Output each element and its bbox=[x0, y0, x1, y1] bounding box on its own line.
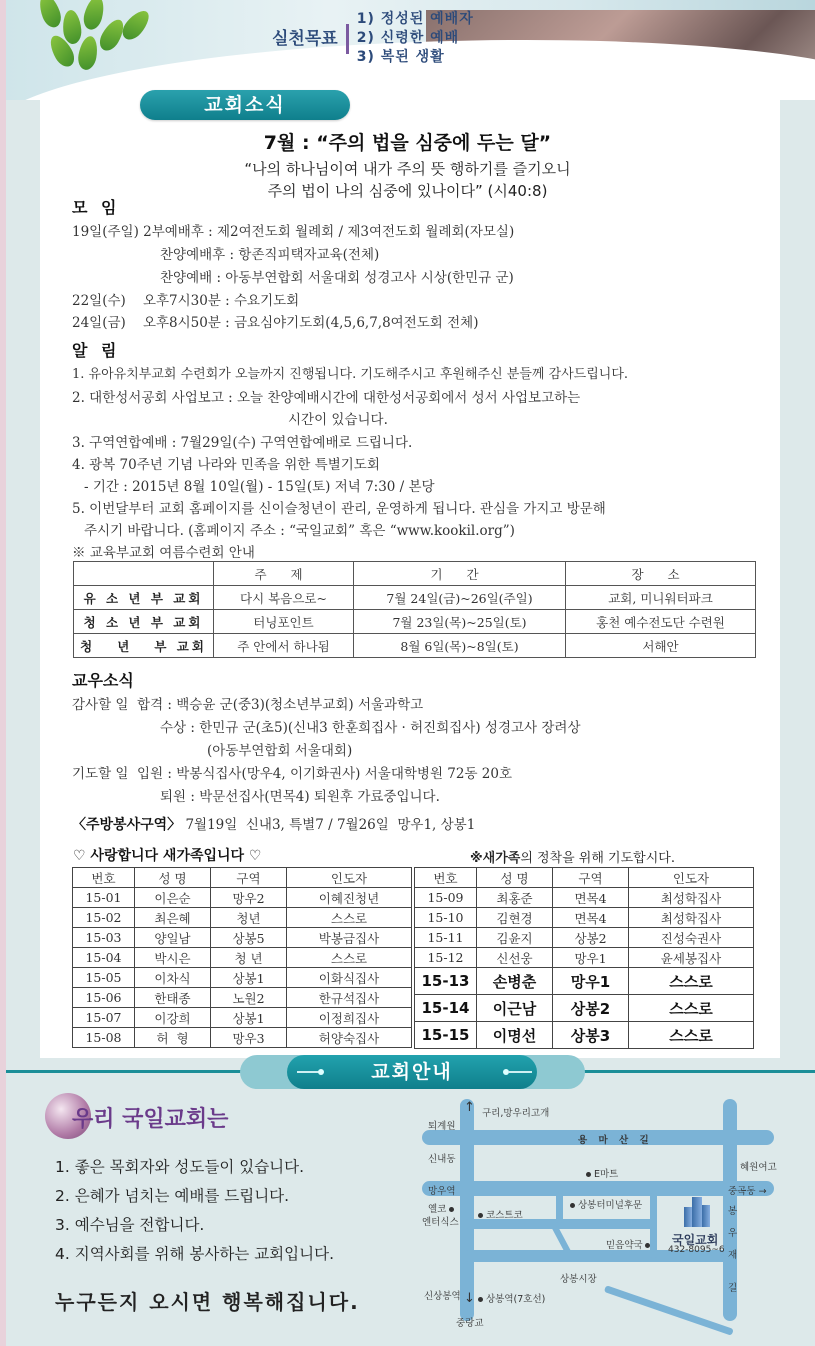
theme-cell: 다시 복음으로~ bbox=[214, 586, 354, 610]
new-family-table-left bbox=[72, 867, 412, 1048]
cell: 최은혜 bbox=[135, 908, 211, 928]
cell: 윤세봉집사 bbox=[629, 948, 754, 968]
members-line: (아동부연합회 서울대회) bbox=[207, 743, 353, 759]
cell: 이명선 bbox=[477, 1022, 553, 1049]
notice-line: 시간이 있습니다. bbox=[288, 412, 388, 428]
map-label-sangbong-station bbox=[478, 1291, 545, 1305]
cell: 박시은 bbox=[135, 948, 211, 968]
header-cell: 번호 bbox=[73, 868, 135, 888]
members-heading: 교우소식 bbox=[72, 671, 134, 690]
header-cell: 기 간 bbox=[354, 562, 566, 586]
new-family-note-text: 의 정착을 위해 기도합시다. bbox=[520, 851, 675, 866]
goal-item: 1) 정성된 예배자 bbox=[356, 11, 474, 27]
cell: 상봉2 bbox=[553, 928, 629, 948]
cell: 15-15 bbox=[415, 1022, 477, 1049]
cell: 이화식집사 bbox=[287, 968, 412, 988]
verse-line-2: 주의 법이 나의 심중에 있나이다” (시40:8) bbox=[267, 182, 548, 200]
arrow-up-icon: ↑ bbox=[464, 1100, 475, 1115]
table-row bbox=[73, 1008, 412, 1028]
cell: 상봉5 bbox=[211, 928, 287, 948]
table-row bbox=[73, 1028, 412, 1048]
map-label-yellco bbox=[428, 1201, 457, 1215]
map-label: 우 bbox=[728, 1228, 738, 1239]
new-family-note bbox=[470, 847, 675, 866]
location-dot-icon bbox=[570, 1203, 575, 1208]
intro-title: 우리 국일교회는 bbox=[72, 1107, 229, 1132]
map-label: 신상봉역 bbox=[424, 1291, 461, 1302]
cell: 박봉금집사 bbox=[287, 928, 412, 948]
cell: 최성학집사 bbox=[629, 908, 754, 928]
dept-cell: 유 소 년 부 교회 bbox=[74, 586, 214, 610]
cell: 스스로 bbox=[287, 908, 412, 928]
map-label: 믿음약국 bbox=[606, 1240, 643, 1251]
cell: 15-12 bbox=[415, 948, 477, 968]
new-family-table-right bbox=[414, 867, 754, 1049]
cell: 청 년 bbox=[211, 948, 287, 968]
new-family-note-bold: ※새가족 bbox=[470, 851, 521, 866]
goal-item: 2) 신령한 예배 bbox=[356, 30, 460, 46]
cell: 15-03 bbox=[73, 928, 135, 948]
intro-item: 2. 은혜가 넘치는 예배를 드립니다. bbox=[55, 1187, 290, 1205]
cell: 허 형 bbox=[135, 1028, 211, 1048]
cell: 이차식 bbox=[135, 968, 211, 988]
members-line: 감사할 일 합격 : 백승윤 군(중3)(청소년부교회) 서울과학고 bbox=[72, 697, 424, 713]
map-label-costco bbox=[478, 1207, 523, 1221]
cell: 최홍준 bbox=[477, 888, 553, 908]
table-header-row bbox=[73, 868, 412, 888]
map-label: 퇴계원 bbox=[428, 1121, 456, 1132]
location-map bbox=[410, 1085, 790, 1340]
meetings-heading: 모 임 bbox=[72, 198, 121, 217]
cell: 15-04 bbox=[73, 948, 135, 968]
cell: 진성숙권사 bbox=[629, 928, 754, 948]
table-row bbox=[415, 1022, 754, 1049]
meeting-line: 24일(금) 오후8시50분 : 금요심야기도회(4,5,6,7,8여전도회 전체) bbox=[72, 315, 479, 331]
table-row bbox=[73, 908, 412, 928]
cell: 15-11 bbox=[415, 928, 477, 948]
intro-item: 1. 좋은 목회자와 성도들이 있습니다. bbox=[55, 1158, 305, 1176]
cell: 김윤지 bbox=[477, 928, 553, 948]
map-label: 코스트코 bbox=[486, 1210, 523, 1221]
notice-line: 2. 대한성서공회 사업보고 : 오늘 찬양예배시간에 대한성서공회에서 성서 사업보고하는 bbox=[72, 390, 581, 406]
table-row bbox=[73, 888, 412, 908]
goals-list bbox=[357, 10, 474, 67]
period-cell: 7월 24일(금)~26일(주일) bbox=[354, 586, 566, 610]
location-dot-icon bbox=[478, 1297, 483, 1302]
cell: 상봉1 bbox=[211, 968, 287, 988]
notice-line: 주시기 바랍니다. (홈페이지 주소 : “국일교회” 혹은 “www.kookil.org”) bbox=[84, 523, 515, 539]
meeting-line: 찬양예배 : 아동부연합회 서울대회 성경고사 시상(한민규 군) bbox=[160, 270, 514, 286]
place-cell: 홍천 예수전도단 수련원 bbox=[566, 610, 756, 634]
new-family-heading: ♡ 사랑합니다 새가족입니다 ♡ bbox=[73, 848, 262, 864]
cell: 15-08 bbox=[73, 1028, 135, 1048]
cell: 이정희집사 bbox=[287, 1008, 412, 1028]
cell: 한규석집사 bbox=[287, 988, 412, 1008]
table-row bbox=[74, 610, 756, 634]
table-row bbox=[415, 908, 754, 928]
cell: 신선웅 bbox=[477, 948, 553, 968]
table-row bbox=[415, 995, 754, 1022]
map-label: E마트 bbox=[594, 1169, 619, 1180]
cell: 망우1 bbox=[553, 968, 629, 995]
intro-slogan: 누구든지 오시면 행복해집니다. bbox=[55, 1290, 360, 1314]
header-cell: 주 제 bbox=[214, 562, 354, 586]
table-row bbox=[73, 988, 412, 1008]
arrow-down-icon: ↓ bbox=[464, 1291, 475, 1306]
map-label: 중곡동 bbox=[728, 1186, 756, 1197]
cell: 청년 bbox=[211, 908, 287, 928]
summer-camp-table bbox=[73, 561, 756, 658]
location-dot-icon bbox=[449, 1207, 454, 1212]
table-header-row bbox=[415, 868, 754, 888]
map-label: 봉 bbox=[728, 1206, 738, 1217]
notice-line: 5. 이번달부터 교회 홈페이지를 신이슬청년이 관리, 운영하게 됩니다. 관심을 가지고 방문해 bbox=[72, 501, 606, 517]
map-label: 옐코 bbox=[428, 1204, 447, 1215]
cell: 상봉1 bbox=[211, 1008, 287, 1028]
section-title-guide: 교회안내 bbox=[287, 1055, 537, 1089]
table-row bbox=[415, 888, 754, 908]
cell: 15-06 bbox=[73, 988, 135, 1008]
meeting-line: 22일(수) 오후7시30분 : 수요기도회 bbox=[72, 293, 300, 309]
pill-stroke bbox=[508, 1071, 532, 1073]
pill-dot bbox=[318, 1069, 324, 1075]
church-phone: 432-8095~6 bbox=[668, 1245, 725, 1255]
notice-line: - 기간 : 2015년 8월 10일(월) - 15일(토) 저녁 7:30 / 본당 bbox=[84, 479, 435, 495]
cell: 이강희 bbox=[135, 1008, 211, 1028]
map-label: 상봉터미널후문 bbox=[578, 1200, 643, 1211]
notice-line: ※ 교육부교회 여름수련회 안내 bbox=[72, 545, 255, 561]
road-connector bbox=[556, 1193, 563, 1223]
cell: 15-01 bbox=[73, 888, 135, 908]
map-label: 혜원여고 bbox=[740, 1162, 777, 1173]
map-label: 상봉역(7호선) bbox=[486, 1294, 546, 1305]
cell: 노원2 bbox=[211, 988, 287, 1008]
cell: 허양숙집사 bbox=[287, 1028, 412, 1048]
cell: 망우2 bbox=[211, 888, 287, 908]
table-row bbox=[415, 928, 754, 948]
cell: 스스로 bbox=[629, 1022, 754, 1049]
table-header-row bbox=[74, 562, 756, 586]
location-dot-icon bbox=[478, 1213, 483, 1218]
church-building-icon bbox=[682, 1197, 712, 1227]
theme-cell: 주 안에서 하나됨 bbox=[214, 634, 354, 658]
map-label-pharmacy bbox=[606, 1237, 653, 1251]
cell: 김현경 bbox=[477, 908, 553, 928]
header-cell: 성 명 bbox=[477, 868, 553, 888]
map-label: 중랑교 bbox=[456, 1318, 484, 1329]
table-row bbox=[74, 634, 756, 658]
period-cell: 7월 23일(목)~25일(토) bbox=[354, 610, 566, 634]
period-cell: 8월 6일(목)~8일(토) bbox=[354, 634, 566, 658]
cell: 이근남 bbox=[477, 995, 553, 1022]
location-dot-icon bbox=[645, 1243, 650, 1248]
meeting-line: 19일(주일) 2부예배후 : 제2여전도회 월례회 / 제3여전도회 월례회(자모실) bbox=[72, 224, 515, 240]
cell: 15-13 bbox=[415, 968, 477, 995]
church-name: 국일교회 bbox=[672, 1233, 719, 1247]
cell: 15-07 bbox=[73, 1008, 135, 1028]
cell: 최성학집사 bbox=[629, 888, 754, 908]
cell: 망우3 bbox=[211, 1028, 287, 1048]
members-line: 퇴원 : 박문선집사(면목4) 퇴원후 가료중입니다. bbox=[160, 789, 440, 805]
cell: 양일남 bbox=[135, 928, 211, 948]
members-line: 수상 : 한민규 군(초5)(신내3 한훈희집사 · 허진희집사) 성경고사 장려상 bbox=[160, 720, 581, 736]
map-label-emart bbox=[586, 1166, 618, 1180]
cell: 손병춘 bbox=[477, 968, 553, 995]
cell: 이혜진청년 bbox=[287, 888, 412, 908]
table-row bbox=[73, 948, 412, 968]
section-title-news: 교회소식 bbox=[140, 90, 350, 120]
notices-heading: 알 림 bbox=[72, 341, 121, 360]
header-cell: 장 소 bbox=[566, 562, 756, 586]
table-row bbox=[415, 948, 754, 968]
cell: 15-05 bbox=[73, 968, 135, 988]
kitchen-duty-text: 7월19일 신내3, 특별7 / 7월26일 망우1, 상봉1 bbox=[185, 817, 476, 833]
place-cell: 교회, 미니워터파크 bbox=[566, 586, 756, 610]
kitchen-duty bbox=[72, 813, 475, 834]
map-label: 신내동 bbox=[428, 1154, 456, 1165]
cell: 15-10 bbox=[415, 908, 477, 928]
cell: 망우1 bbox=[553, 948, 629, 968]
goals-label: 실천목표 bbox=[272, 24, 349, 54]
map-label: 길 bbox=[728, 1283, 738, 1294]
cell: 면목4 bbox=[553, 888, 629, 908]
map-label: 엔터식스 bbox=[422, 1217, 459, 1228]
map-label: 재 bbox=[728, 1250, 738, 1261]
notice-line: 1. 유아유치부교회 수련회가 오늘까지 진행됩니다. 기도해주시고 후원해주신 분들께 감사드립니다. bbox=[72, 367, 629, 382]
map-label-junggok bbox=[728, 1183, 767, 1197]
cell: 면목4 bbox=[553, 908, 629, 928]
cell: 스스로 bbox=[629, 968, 754, 995]
map-label: 상봉시장 bbox=[560, 1274, 597, 1285]
table-row bbox=[73, 928, 412, 948]
cell: 스스로 bbox=[287, 948, 412, 968]
meeting-line: 찬양예배후 : 항존직피택자교육(전체) bbox=[160, 247, 380, 263]
road-diagonal-market bbox=[604, 1285, 734, 1336]
leaves-decoration bbox=[31, 0, 151, 80]
header-cell: 번호 bbox=[415, 868, 477, 888]
cell: 상봉2 bbox=[553, 995, 629, 1022]
cell: 이은순 bbox=[135, 888, 211, 908]
kitchen-duty-label: 〈주방봉사구역〉 bbox=[72, 817, 182, 833]
arrow-right-icon: → bbox=[758, 1186, 767, 1197]
map-label: 구리,망우리고개 bbox=[482, 1108, 550, 1119]
intro-item: 4. 지역사회를 위해 봉사하는 교회입니다. bbox=[55, 1245, 334, 1263]
header-cell: 구역 bbox=[553, 868, 629, 888]
map-label: 망우역 bbox=[428, 1186, 456, 1197]
road-mangu bbox=[422, 1181, 774, 1196]
table-row bbox=[74, 586, 756, 610]
dept-cell: 청 소 년 부 교회 bbox=[74, 610, 214, 634]
members-line: 기도할 일 입원 : 박봉식집사(망우4, 이기화권사) 서울대학병원 72동 20호 bbox=[72, 766, 513, 782]
header-cell: 구역 bbox=[211, 868, 287, 888]
header-cell: 인도자 bbox=[287, 868, 412, 888]
dept-cell: 청 년 부 교회 bbox=[74, 634, 214, 658]
cell: 한태종 bbox=[135, 988, 211, 1008]
theme-cell: 터닝포인트 bbox=[214, 610, 354, 634]
intro-item: 3. 예수님을 전합니다. bbox=[55, 1216, 205, 1234]
map-label: 용 마 산 길 bbox=[578, 1135, 653, 1146]
table-row bbox=[73, 968, 412, 988]
month-theme-title: 7월 : “주의 법을 심중에 두는 달” bbox=[263, 132, 552, 154]
cell: 스스로 bbox=[629, 995, 754, 1022]
map-label-terminal bbox=[570, 1197, 642, 1211]
notice-line: 4. 광복 70주년 기념 나라와 민족을 위한 특별기도회 bbox=[72, 457, 380, 473]
cell: 15-02 bbox=[73, 908, 135, 928]
place-cell: 서해안 bbox=[566, 634, 756, 658]
practice-goals bbox=[272, 10, 474, 67]
notice-line: 3. 구역연합예배 : 7월29일(수) 구역연합예배로 드립니다. bbox=[72, 435, 413, 451]
goal-item: 3) 복된 생활 bbox=[356, 49, 445, 65]
header-cell bbox=[74, 562, 214, 586]
table-row bbox=[415, 968, 754, 995]
header-cell: 인도자 bbox=[629, 868, 754, 888]
location-dot-icon bbox=[586, 1172, 591, 1177]
header-cell: 성 명 bbox=[135, 868, 211, 888]
cell: 15-14 bbox=[415, 995, 477, 1022]
cell: 15-09 bbox=[415, 888, 477, 908]
verse-line-1: “나의 하나님이여 내가 주의 뜻 행하기를 즐기오니 bbox=[244, 160, 571, 178]
cell: 상봉3 bbox=[553, 1022, 629, 1049]
